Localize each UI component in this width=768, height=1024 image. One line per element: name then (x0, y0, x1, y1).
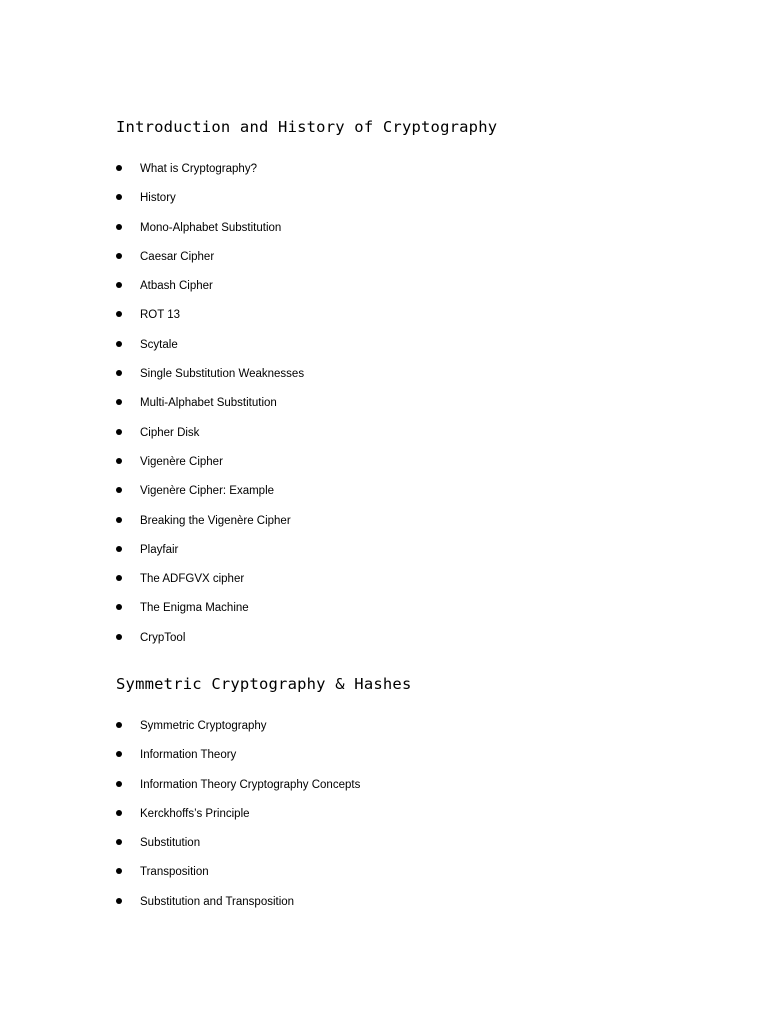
bullet-icon (116, 399, 122, 405)
bullet-icon (116, 370, 122, 376)
list-item (116, 598, 736, 627)
list-item-text: What is Cryptography? (140, 163, 257, 175)
list-item (116, 481, 736, 510)
list-item (116, 775, 736, 804)
list-item (116, 335, 736, 364)
list-item-text: CrypTool (140, 631, 186, 644)
list-item (116, 628, 736, 657)
bullet-icon (116, 722, 122, 728)
bullet-icon (116, 898, 122, 904)
bullet-icon (116, 341, 122, 347)
list-item (116, 833, 736, 862)
list-item-text: Atbash Cipher (140, 280, 213, 293)
list-item (116, 159, 736, 188)
section-heading: Introduction and History of Cryptography (116, 118, 498, 136)
list-item (116, 452, 736, 481)
list-item-text: Vigenère Cipher: Example (140, 485, 275, 498)
list-item (116, 745, 736, 774)
list-item (116, 511, 736, 540)
bullet-icon (116, 781, 122, 787)
list-item (116, 276, 736, 305)
section-introduction-history (116, 116, 736, 657)
bullet-icon (116, 429, 122, 435)
list-item-text: Transposition (140, 866, 209, 879)
list-item-text: Substitution and Transposition (140, 895, 295, 908)
bullet-icon (116, 868, 122, 874)
bullet-icon (116, 458, 122, 464)
list-item (116, 569, 736, 598)
list-item (116, 804, 736, 833)
bullet-icon (116, 224, 122, 230)
list-item-text: ROT 13 (140, 309, 181, 322)
bullet-icon (116, 194, 122, 200)
bullet-icon (116, 253, 122, 259)
list-item (116, 188, 736, 217)
bullet-icon (116, 487, 122, 493)
list-item-text: History (140, 192, 176, 205)
topic-list (116, 716, 736, 921)
list-item-text: The Enigma Machine (140, 602, 249, 615)
list-item (116, 393, 736, 422)
list-item (116, 540, 736, 569)
list-item-text: Scytale (140, 338, 178, 351)
list-item-text: Mono-Alphabet Substitution (140, 221, 282, 234)
list-item-text: Kerckhoffs’s Principle (140, 807, 250, 820)
bullet-icon (116, 282, 122, 288)
bullet-icon (116, 546, 122, 552)
topic-list (116, 159, 736, 657)
bullet-icon (116, 165, 122, 171)
list-item-text: Single Substitution Weaknesses (140, 368, 305, 381)
list-item-text: Vigenère Cipher (140, 455, 223, 468)
list-item-text: The ADFGVX cipher (140, 573, 245, 586)
bullet-icon (116, 575, 122, 581)
list-item-text: Substitution (140, 837, 201, 850)
list-item-text: Symmetric Cryptography (140, 720, 267, 732)
list-item-text: Information Theory Cryptography Concepts (140, 778, 361, 791)
bullet-icon (116, 810, 122, 816)
list-item (116, 305, 736, 334)
list-item (116, 716, 736, 745)
list-item-text: Caesar Cipher (140, 250, 215, 263)
list-item-text: Information Theory (140, 749, 237, 762)
section-heading: Symmetric Cryptography & Hashes (116, 675, 412, 693)
list-item-text: Cipher Disk (140, 426, 200, 439)
list-item-text: Breaking the Vigenère Cipher (140, 514, 291, 527)
section-symmetric-cryptography (116, 673, 736, 921)
list-item (116, 423, 736, 452)
bullet-icon (116, 634, 122, 640)
list-item (116, 892, 736, 921)
list-item (116, 862, 736, 891)
list-item (116, 364, 736, 393)
bullet-icon (116, 604, 122, 610)
list-item (116, 218, 736, 247)
bullet-icon (116, 751, 122, 757)
list-item-text: Playfair (140, 543, 179, 556)
list-item-text: Multi-Alphabet Substitution (140, 397, 277, 410)
bullet-icon (116, 517, 122, 523)
list-item (116, 247, 736, 276)
bullet-icon (116, 839, 122, 845)
bullet-icon (116, 311, 122, 317)
